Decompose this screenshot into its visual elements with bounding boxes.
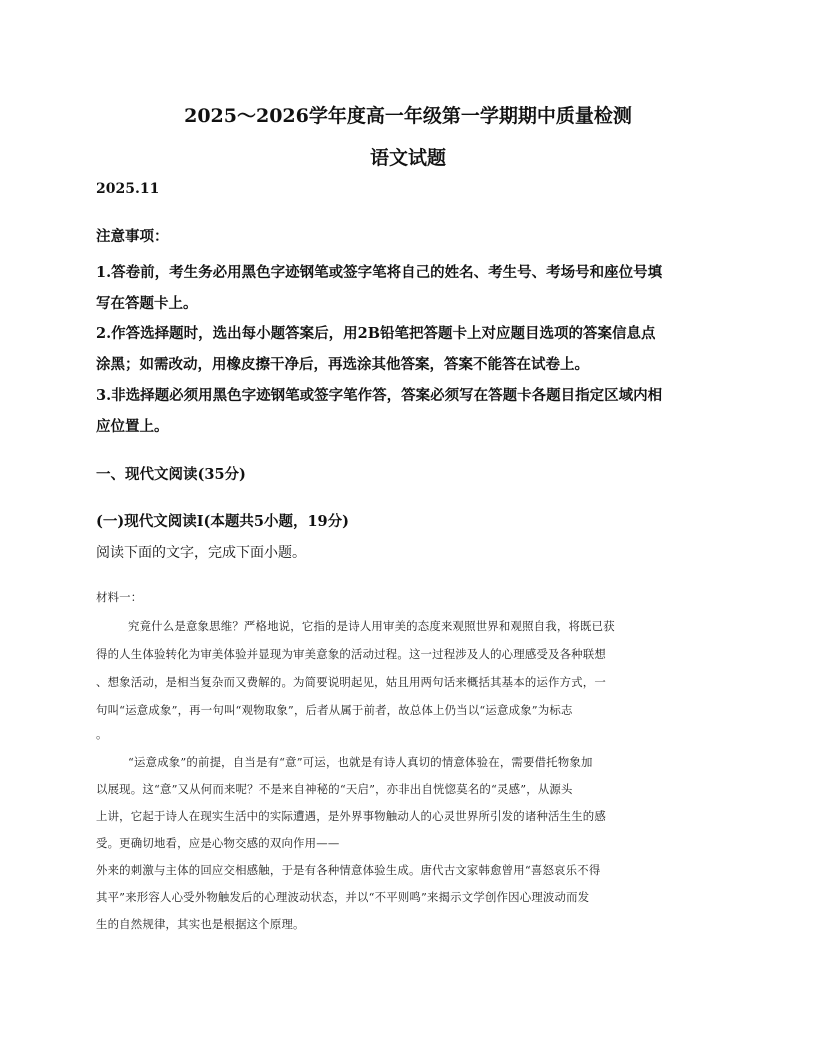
exam-title: 2025～2026学年度高一年级第一学期期中质量检测 (184, 105, 632, 127)
notice-line: 2.作答选择题时，选出每小题答案后，用2B铅笔把答题卡上对应题目选项的答案信息点 (96, 325, 656, 342)
notice-heading: 注意事项： (96, 228, 169, 245)
material-line: 。 (96, 727, 108, 741)
material-line: 受。更确切地看，应是心物交感的双向作用—— (96, 836, 340, 850)
material-line: “运意成象”的前提，自当是有“意”可运，也就是有诗人真切的情意体验在，需要借托物象加 (128, 755, 593, 769)
notice-line: 涂黑；如需改动，用橡皮擦干净后，再选涂其他答案，答案不能答在试卷上。 (96, 356, 589, 373)
material-line: 、想象活动，是相当复杂而又费解的。为简要说明起见，姑且用两句话来概括其基本的运作方式，一 (96, 675, 606, 689)
material-line: 上讲，它起于诗人在现实生活中的实际遭遇，是外界事物触动人的心灵世界所引发的诸种活生生的感 (96, 809, 606, 823)
material-line: 其平”来形容人心受外物触发后的心理波动状态，并以“不平则鸣”来揭示文学创作因心理波动而发 (96, 890, 590, 904)
notice-line: 3.非选择题必须用黑色字迹钢笔或签字笔作答，答案必须写在答题卡各题目指定区域内相 (96, 387, 663, 404)
material-label: 材料一： (96, 590, 143, 604)
subject-title: 语文试题 (369, 147, 446, 169)
material-line: 究竟什么是意象思维？严格地说，它指的是诗人用审美的态度来观照世界和观照自我，将既已获 (128, 619, 615, 633)
subsection-heading: (一)现代文阅读I(本题共5小题，19分) (96, 513, 349, 530)
material-line: 得的人生体验转化为审美体验并显现为审美意象的活动过程。这一过程涉及人的心理感受及各种联想 (96, 647, 606, 661)
material-line: 外来的刺激与主体的回应交相感触，于是有各种情意体验生成。唐代古文家韩愈曾用“喜怒哀乐不得 (96, 863, 601, 877)
material-line: 句叫“运意成象”，再一句叫“观物取象”，后者从属于前者，故总体上仍当以“运意成象”为标志 (96, 703, 573, 717)
material-line: 生的自然规律，其实也是根据这个原理。 (96, 917, 305, 931)
exam-date: 2025.11 (96, 181, 160, 197)
notice-line: 1.答卷前，考生务必用黑色字迹钢笔或签字笔将自己的姓名、考生号、考场号和座位号填 (96, 264, 663, 281)
reading-instruction: 阅读下面的文字，完成下面小题。 (96, 545, 306, 561)
section-heading: 一、现代文阅读(35分) (96, 466, 246, 483)
notice-line: 写在答题卡上。 (96, 295, 198, 312)
material-line: 以展现。这“意”又从何而来呢？不是来自神秘的“天启”，亦非出自恍惚莫名的“灵感”，从源头 (96, 782, 573, 796)
notice-line: 应位置上。 (96, 418, 169, 435)
